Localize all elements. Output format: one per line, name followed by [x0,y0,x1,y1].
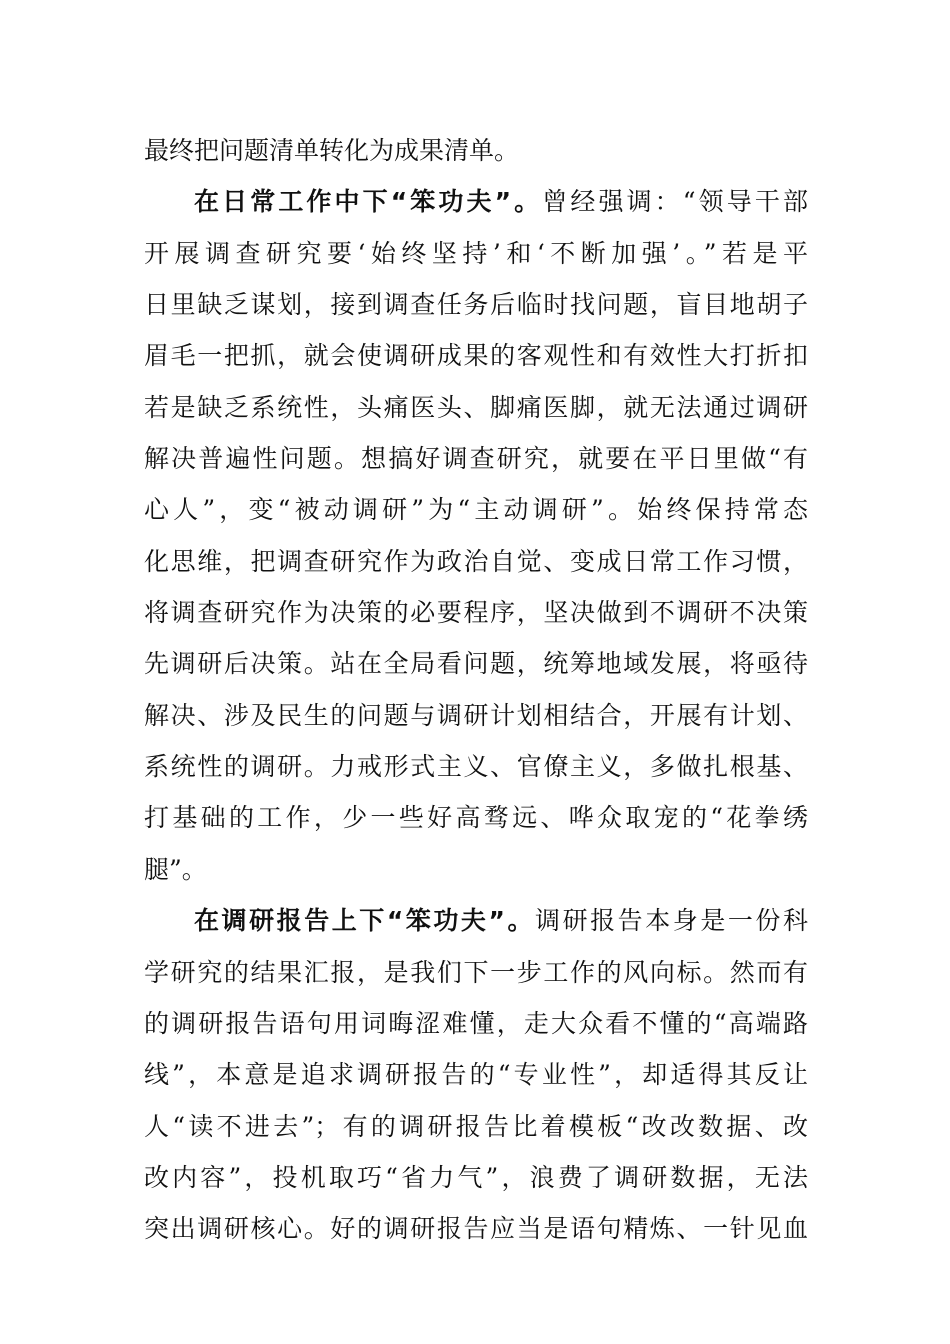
paragraph-lead-heading: 在调研报告上下“笨功夫”。 [194,906,536,936]
text-line: 眉毛一把抓，就会使调研成果的客观性和有效性大打折扣 [144,341,808,371]
text-line: 日里缺乏谋划，接到调查任务后临时找问题，盲目地胡子 [144,290,808,320]
text-line: 若是缺乏系统性，头痛医头、脚痛医脚，就无法通过调研 [144,392,808,422]
text-line: 的调研报告语句用词晦涩难懂，走大众看不懂的“高端路 [144,1008,808,1038]
text-line: 曾经强调：“领导干部 [542,187,808,217]
text-line: 线”，本意是追求调研报告的“专业性”，却适得其反让 [144,1060,808,1090]
paragraph-lead-heading: 在日常工作中下“笨功夫”。 [194,187,543,217]
text-line: 最终把问题清单转化为成果清单。 [144,136,520,165]
text-line: 学研究的结果汇报，是我们下一步工作的风向标。然而有 [144,957,808,987]
text-line: 先调研后决策。站在全局看问题，统筹地域发展，将亟待 [144,649,808,679]
text-line: 心人”，变“被动调研”为“主动调研”。始终保持常态 [144,495,808,525]
paragraph-heading-line [144,176,808,227]
document-body [144,125,808,1255]
paragraph-heading-line [144,895,808,946]
text-line: 解决普遍性问题。想搞好调查研究，就要在平日里做“有 [144,444,808,474]
text-line: 突出调研核心。好的调研报告应当是语句精炼、一针见血 [144,1214,808,1244]
text-line: 调研报告本身是一份科 [535,906,808,936]
text-line: 解决、涉及民生的问题与调研计划相结合，开展有计划、 [144,700,808,730]
text-line: 改内容”，投机取巧“省力气”，浪费了调研数据，无法 [144,1162,808,1192]
text-line: 化思维，把调查研究作为政治自觉、变成日常工作习惯， [144,546,808,576]
text-line: 系统性的调研。力戒形式主义、官僚主义，多做扎根基、 [144,752,808,782]
text-line: 开展调查研究要‘始终坚持’和‘不断加强’。”若是平 [144,238,808,268]
text-line: 打基础的工作，少一些好高骛远、哗众取宠的“花拳绣 [144,803,808,833]
text-line: 人“读不进去”；有的调研报告比着模板“改改数据、改 [144,1111,808,1141]
text-line: 腿”。 [144,854,207,884]
text-line: 将调查研究作为决策的必要程序，坚决做到不调研不决策 [144,598,808,628]
